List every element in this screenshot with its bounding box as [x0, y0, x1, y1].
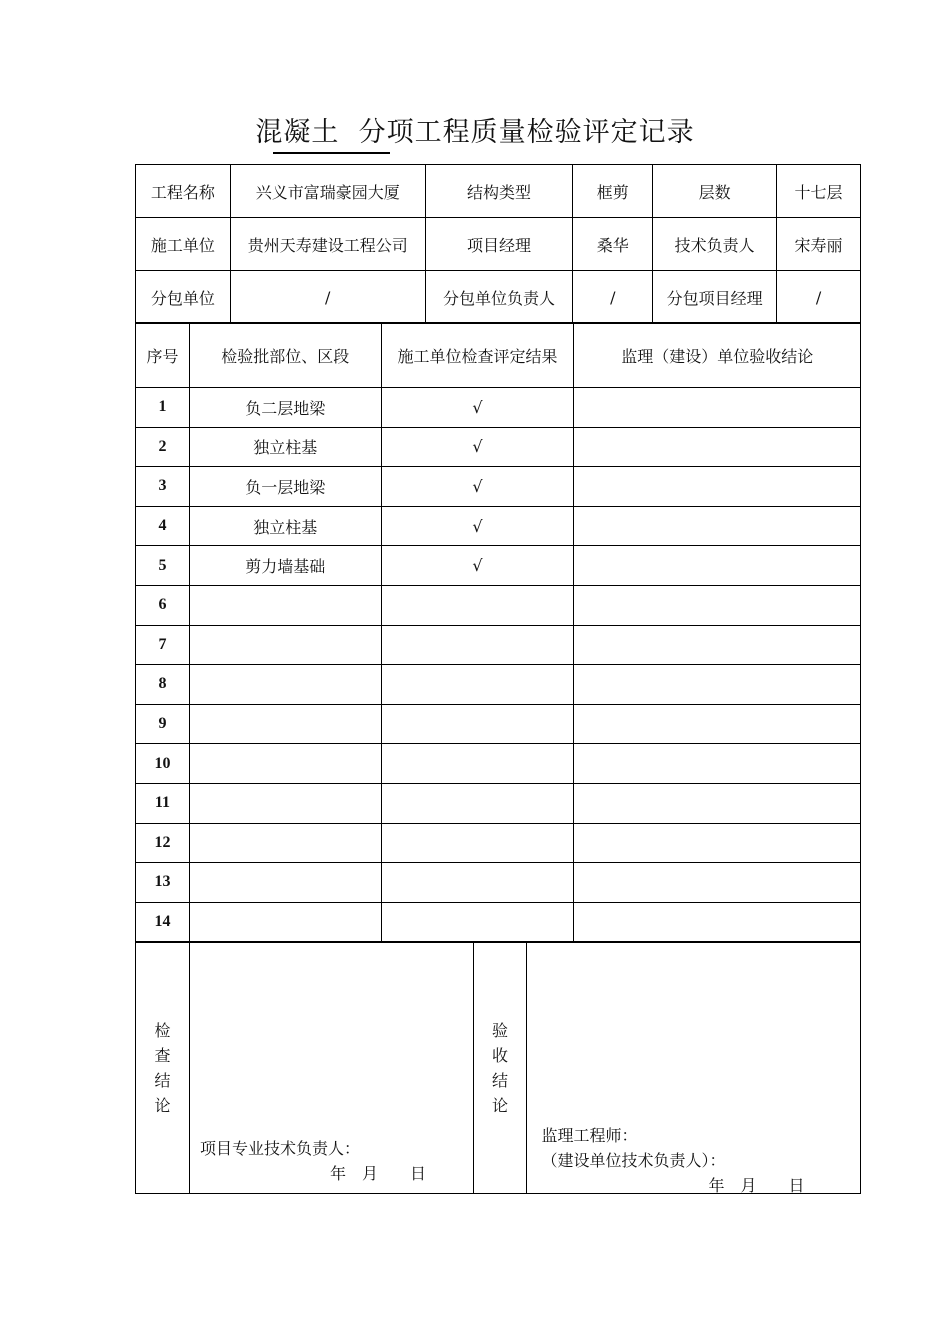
floors-label: 层数	[653, 165, 777, 218]
table-row	[136, 585, 861, 625]
subcontractor-lead-value: /	[573, 271, 653, 324]
floors-value: 十七层	[777, 165, 861, 218]
header-result: 施工单位检查评定结果	[381, 323, 574, 388]
accept-conclusion-label: 验收结论	[473, 943, 527, 1194]
info-row	[136, 218, 861, 271]
row-serial: 10	[136, 744, 190, 784]
row-conclusion	[574, 506, 861, 546]
inspection-table	[135, 322, 861, 942]
table-row	[136, 388, 861, 428]
row-result	[381, 902, 574, 942]
title-underline	[273, 152, 390, 154]
accept-date: 年 月 日	[708, 1176, 805, 1195]
row-serial: 5	[136, 546, 190, 586]
row-conclusion	[574, 704, 861, 744]
table-row	[136, 625, 861, 665]
row-serial: 4	[136, 506, 190, 546]
row-serial: 2	[136, 427, 190, 467]
row-serial: 8	[136, 665, 190, 705]
row-serial: 14	[136, 902, 190, 942]
row-result	[381, 665, 574, 705]
sub-project-manager-label: 分包项目经理	[653, 271, 777, 324]
table-row	[136, 744, 861, 784]
row-serial: 11	[136, 783, 190, 823]
row-conclusion	[574, 585, 861, 625]
row-serial: 3	[136, 467, 190, 507]
info-row	[136, 165, 861, 218]
row-serial: 7	[136, 625, 190, 665]
row-result	[381, 744, 574, 784]
row-result	[381, 863, 574, 903]
row-serial: 9	[136, 704, 190, 744]
row-result: √	[381, 427, 574, 467]
row-serial: 6	[136, 585, 190, 625]
row-result: √	[381, 388, 574, 428]
project-manager-value: 桑华	[573, 218, 653, 271]
structure-type-value: 框剪	[573, 165, 653, 218]
table-row	[136, 665, 861, 705]
row-conclusion	[574, 863, 861, 903]
row-part: 独立柱基	[189, 506, 381, 546]
row-result	[381, 585, 574, 625]
row-conclusion	[574, 902, 861, 942]
supervisor-signer-label: 监理工程师：	[541, 1126, 638, 1145]
row-part	[189, 823, 381, 863]
row-serial: 12	[136, 823, 190, 863]
owner-signer-label: （建设单位技术负责人）：	[541, 1151, 726, 1170]
table-row	[136, 506, 861, 546]
info-row	[136, 271, 861, 324]
row-part	[189, 625, 381, 665]
row-conclusion	[574, 388, 861, 428]
row-serial: 13	[136, 863, 190, 903]
conclusion-table	[135, 942, 861, 1194]
row-part: 独立柱基	[189, 427, 381, 467]
row-result: √	[381, 467, 574, 507]
project-manager-label: 项目经理	[425, 218, 573, 271]
row-result	[381, 823, 574, 863]
project-info-table	[135, 164, 861, 324]
table-row	[136, 704, 861, 744]
row-part	[189, 744, 381, 784]
row-conclusion	[574, 427, 861, 467]
row-conclusion	[574, 665, 861, 705]
table-header-row	[136, 323, 861, 388]
technical-lead-value: 宋寿丽	[777, 218, 861, 271]
table-row	[136, 546, 861, 586]
row-part	[189, 704, 381, 744]
row-result	[381, 625, 574, 665]
row-part: 负一层地梁	[189, 467, 381, 507]
table-row	[136, 863, 861, 903]
page-title	[0, 110, 950, 149]
row-part	[189, 902, 381, 942]
project-name-label: 工程名称	[136, 165, 231, 218]
row-conclusion	[574, 467, 861, 507]
check-signer-label: 项目专业技术负责人：	[199, 1139, 360, 1158]
row-result: √	[381, 506, 574, 546]
row-part	[189, 863, 381, 903]
title-rest: 分项工程质量检验评定记录	[358, 117, 695, 148]
check-conclusion-label: 检查结论	[136, 943, 190, 1194]
row-serial: 1	[136, 388, 190, 428]
contractor-label: 施工单位	[136, 218, 231, 271]
header-conclusion: 监理（建设）单位验收结论	[574, 323, 861, 388]
subcontractor-label: 分包单位	[136, 271, 231, 324]
table-row	[136, 427, 861, 467]
title-prefix: 混凝土	[255, 117, 340, 148]
row-conclusion	[574, 783, 861, 823]
subcontractor-lead-label: 分包单位负责人	[425, 271, 573, 324]
row-conclusion	[574, 625, 861, 665]
row-part: 剪力墙基础	[189, 546, 381, 586]
header-serial: 序号	[136, 323, 190, 388]
row-result	[381, 704, 574, 744]
table-row	[136, 902, 861, 942]
table-row	[136, 823, 861, 863]
technical-lead-label: 技术负责人	[653, 218, 777, 271]
row-part	[189, 665, 381, 705]
row-conclusion	[574, 823, 861, 863]
structure-type-label: 结构类型	[425, 165, 573, 218]
check-date: 年 月 日	[329, 1164, 426, 1183]
check-conclusion-area	[189, 943, 473, 1194]
row-result: √	[381, 546, 574, 586]
row-part	[189, 585, 381, 625]
row-part	[189, 783, 381, 823]
accept-conclusion-area	[527, 943, 861, 1194]
row-conclusion	[574, 744, 861, 784]
subcontractor-value: /	[230, 271, 425, 324]
table-row	[136, 783, 861, 823]
row-part: 负二层地梁	[189, 388, 381, 428]
contractor-value: 贵州天寿建设工程公司	[230, 218, 425, 271]
project-name-value: 兴义市富瑞豪园大厦	[230, 165, 425, 218]
sub-project-manager-value: /	[777, 271, 861, 324]
row-result	[381, 783, 574, 823]
row-conclusion	[574, 546, 861, 586]
table-row	[136, 467, 861, 507]
header-part: 检验批部位、区段	[189, 323, 381, 388]
